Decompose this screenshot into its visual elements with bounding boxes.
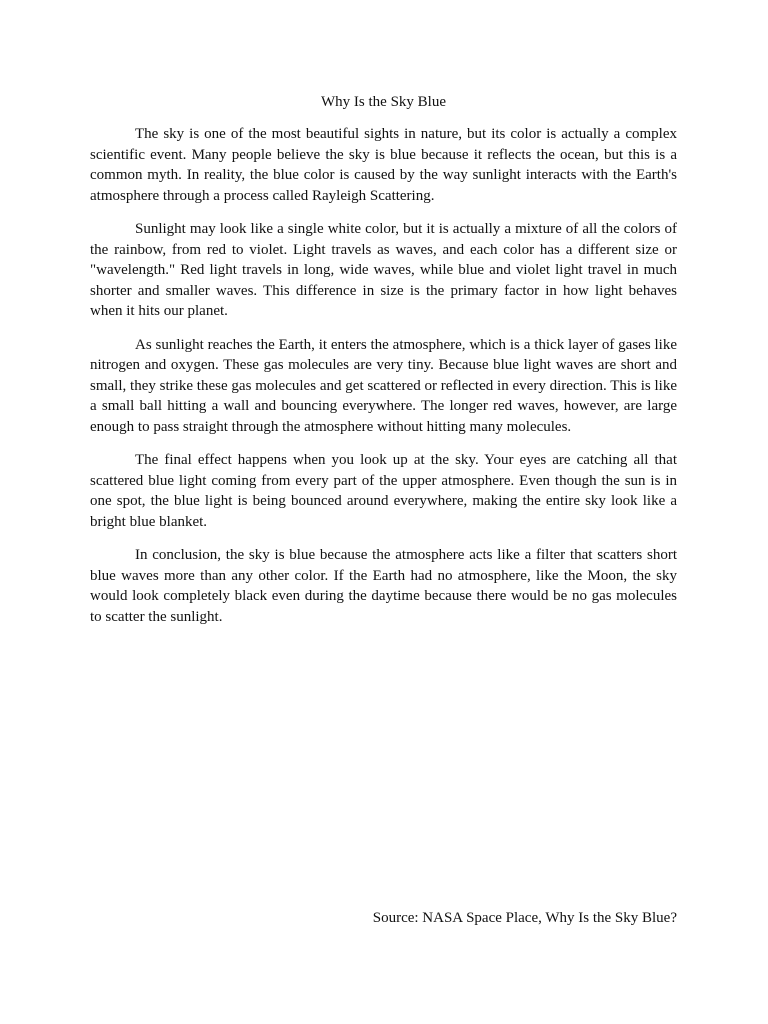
paragraph-atmosphere: As sunlight reaches the Earth, it enters the atmosphere, which is a thick layer of gases like nitrogen and oxygen. These gas molecules are very tiny. Because blue light waves are short and small, they strike these gas molecules and get scattered or reflected in every direction. This is like a small ball hitting a wall and bouncing everywhere. The longer red waves, however, are large enough to pass straight through the atmosphere without hitting many molecules. — [90, 336, 677, 435]
document-title: Why Is the Sky Blue — [321, 94, 446, 110]
paragraph-conclusion: In conclusion, the sky is blue because the atmosphere acts like a filter that scatters short blue waves more than any other color. If the Earth had no atmosphere, like the Moon, the sky would look completely black even during the daytime because there would be no gas molecules to scatter the sunlight. — [90, 547, 677, 625]
document-body — [90, 92, 677, 640]
paragraph-intro: The sky is one of the most beautiful sights in nature, but its color is actually a complex scientific event. Many people believe the sky is blue because it reflects the ocean, but this is a common myth. In reality, the blue color is caused by the way sunlight interacts with the Earth's atmosphere through a process called Rayleigh Scattering. — [90, 126, 677, 204]
paragraph-sunlight: Sunlight may look like a single white color, but it is actually a mixture of all the colors of the rainbow, from red to violet. Light travels as waves, and each color has a different size or "wavelength." Red light travels in long, wide waves, while blue and violet light travel in much shorter and smaller waves. This difference in size is the primary factor in how light behaves when it hits our planet. — [90, 221, 677, 319]
source-citation: Source: NASA Space Place, Why Is the Sky Blue? — [372, 910, 677, 926]
paragraph-final-effect: The final effect happens when you look up at the sky. Your eyes are catching all that scattered blue light coming from every part of the upper atmosphere. Even though the sun is in one spot, the blue light is being bounced around everywhere, making the entire sky look like a bright blue blanket. — [90, 452, 677, 530]
